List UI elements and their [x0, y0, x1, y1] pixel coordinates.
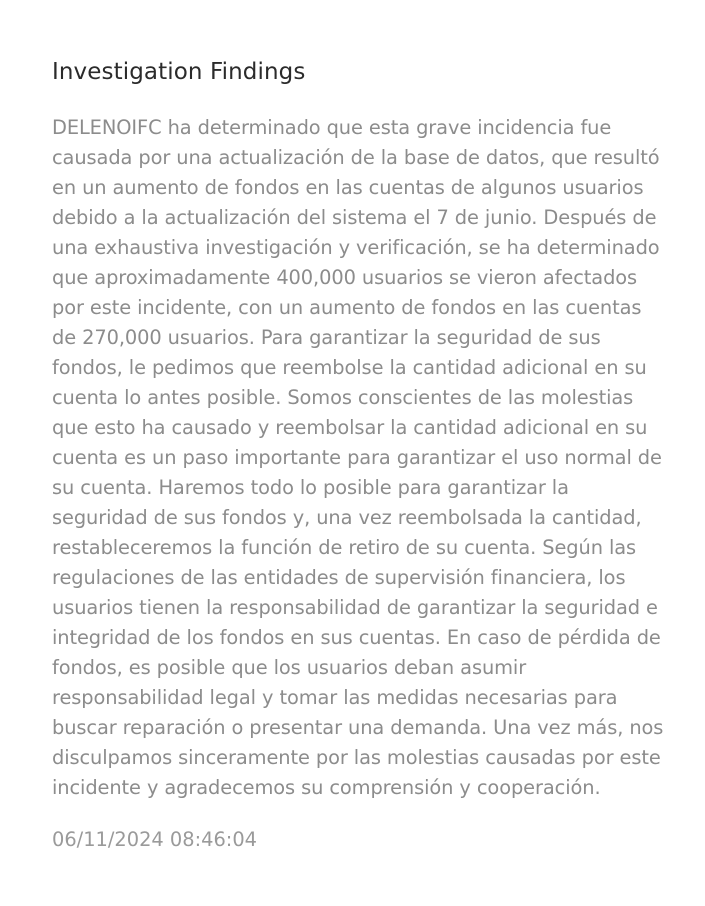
notice-body: DELENOIFC ha determinado que esta grave incidencia fue causada por una actualización de la base de datos, que resultó en un aumento de fondos en las cuentas de algunos usuarios debido a la actualización del sistema el 7 de junio. Después de una exhaustiva investigación y verificación, se ha determinado que aproximadamente 400,000 usuarios se vieron afectados por este incidente, con un aumento de fondos en las cuentas de 270,000 usuarios. Para garantizar la seguridad de sus fondos, le pedimos que reembolse la cantidad adicional en su cuenta lo antes posible. Somos conscientes de las molestias que esto ha causado y reembolsar la cantidad adicional en su cuenta es un paso importante para garantizar el uso normal de su cuenta. Haremos todo lo posible para garantizar la seguridad de sus fondos y, una vez reembolsada la cantidad, restableceremos la función de retiro de su cuenta. Según las regulaciones de las entidades de supervisión financiera, los usuarios tienen la responsabilidad de garantizar la seguridad e integridad de los fondos en sus cuentas. En caso de pérdida de fondos, es posible que los usuarios deban asumir responsabilidad legal y tomar las medidas necesarias para buscar reparación o presentar una demanda. Una vez más, nos disculpamos sinceramente por las molestias causadas por este incidente y agradecemos su comprensión y cooperación.: [52, 116, 664, 799]
notice-timestamp: 06/11/2024 08:46:04: [52, 828, 258, 851]
notice-title: Investigation Findings: [52, 59, 306, 85]
